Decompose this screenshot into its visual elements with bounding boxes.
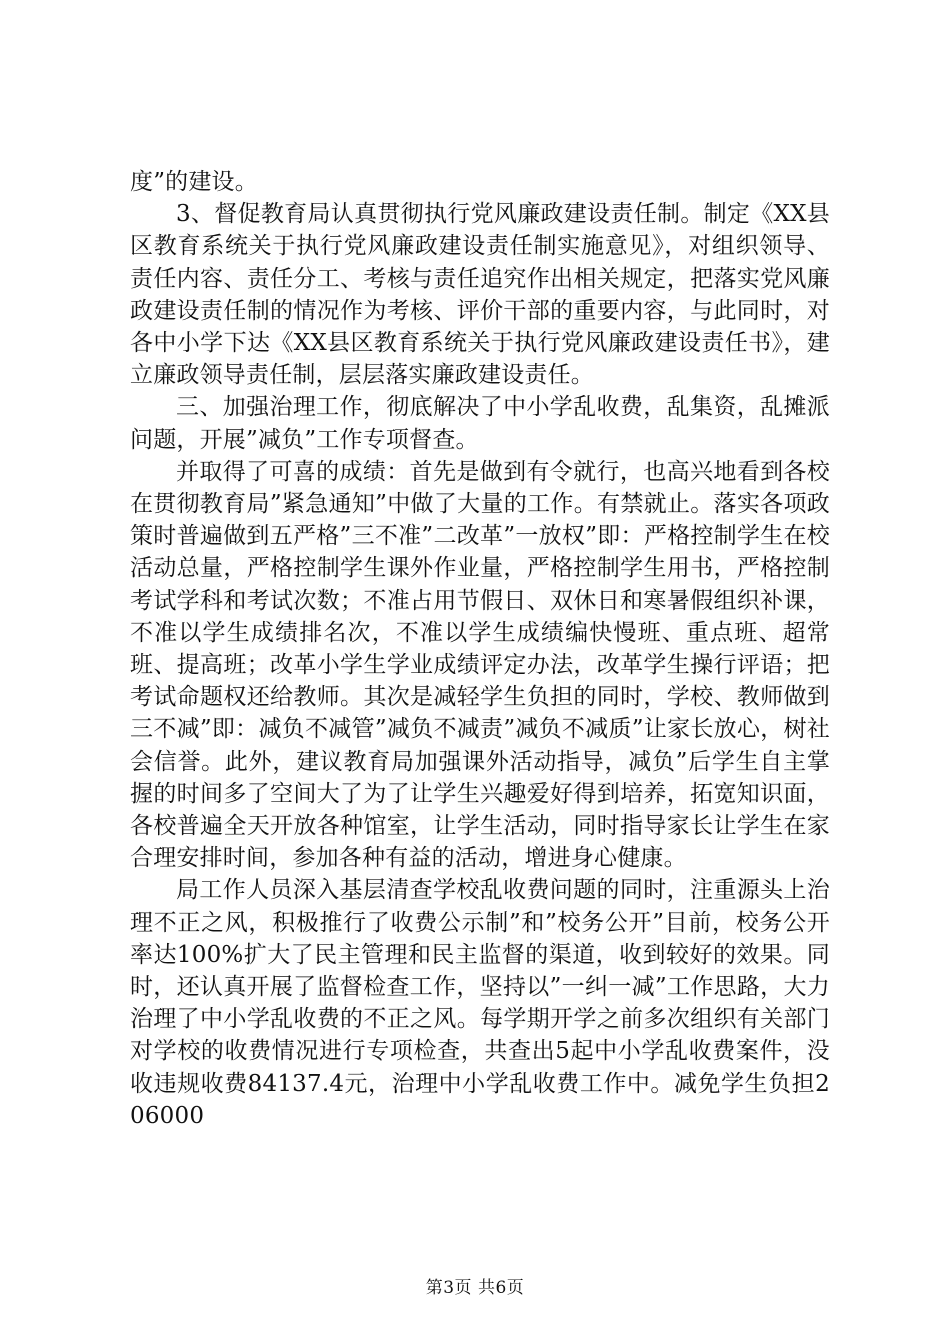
page-number-footer: 第3页 共6页 [425, 1278, 525, 1298]
paragraph-1: 度”的建设。 [130, 169, 258, 195]
paragraph-4: 并取得了可喜的成绩：首先是做到有令就行，也高兴地看到各校在贯彻教育局”紧急通知”中做了大量的工作。有禁就止。落实各项政策时普遍做到五严格”三不准”二改革”一放权”即：严格控制学生在校活动总量，严格控制学生课外作业量，严格控制学生用书，严格控制考试学科和考试次数；不准占用节假日、双休日和寒暑假组织补课，不准以学生成绩排名次，不准以学生成绩编快慢班、重点班、超常班、提高班；改革小学生学业成绩评定办法，改革学生操行评语；把考试命题权还给教师。其次是减轻学生负担的同时，学校、教师做到三不减”即：减负不减管”减负不减责”减负不减质”让家长放心，树社会信誉。此外，建议教育局加强课外活动指导，减负”后学生自主掌握的时间多了空间大了为了让学生兴趣爱好得到培养，拓宽知识面，各校普遍全天开放各种馆室，让学生活动，同时指导家长让学生在家合理安排时间，参加各种有益的活动，增进身心健康。 [130, 458, 830, 872]
document-body [130, 166, 830, 1132]
paragraph-3: 三、加强治理工作，彻底解决了中小学乱收费，乱集资，乱摊派问题，开展”减负”工作专项督查。 [130, 394, 830, 453]
paragraph-2: 3、督促教育局认真贯彻执行党风廉政建设责任制。制定《XX县区教育系统关于执行党风廉政建设责任制实施意见》，对组织领导、责任内容、责任分工、考核与责任追究作出相关规定，把落实党风廉政建设责任制的情况作为考核、评价干部的重要内容，与此同时，对各中小学下达《XX县区教育系统关于执行党风廉政建设责任书》，建立廉政领导责任制，层层落实廉政建设责任。 [130, 201, 830, 389]
paragraph-5: 局工作人员深入基层清查学校乱收费问题的同时，注重源头上治理不正之风，积极推行了收费公示制”和”校务公开”目前，校务公开率达100%扩大了民主管理和民主监督的渠道，收到较好的效果。同时，还认真开展了监督检查工作，坚持以”一纠一减”工作思路，大力治理了中小学乱收费的不正之风。每学期开学之前多次组织有关部门对学校的收费情况进行专项检查，共查出5起中小学乱收费案件，没收违规收费84137.4元，治理中小学乱收费工作中。减免学生负担206000 [130, 877, 830, 1129]
